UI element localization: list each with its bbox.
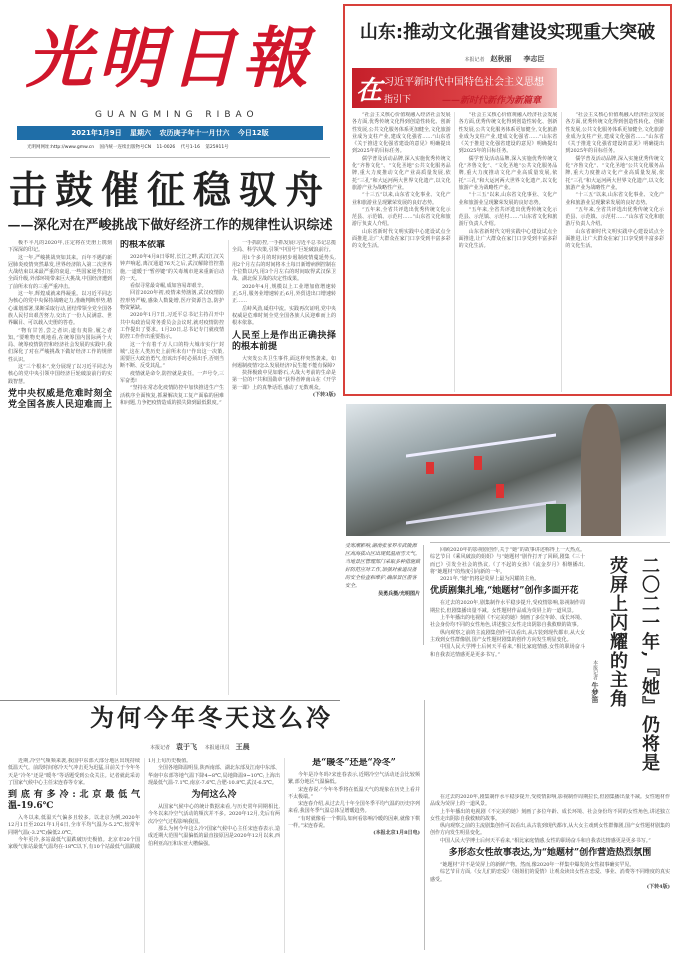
section-heading: 党中央权威是危难时刻全党全国各族人民迎难而上的根本依靠 [8,240,166,410]
section-heading: 是“暖冬”还是“冷冬” [312,758,396,768]
paragraph: “十三五”以来,山东省文化事业、文化产业和旅游业呈现繁荣发展的良好态势。 [565,192,664,206]
lead-article-body [8,240,336,695]
date-bar: 2021年1月9日 星期六 农历庚子年十一月廿六 今日12版 [17,126,323,140]
feature-byline: 本报记者 赵秋丽 李志臣 [464,54,545,63]
paragraph: 儒学普及活动品牌,深入实施优秀传统文化“齐鲁文化”、“文化圣地”公共文化服务品牌,重大力度推动文化产业高质量发展,依托“三孔”和大运河两大世界文化遗产,以文化旅游产业为战略性产业。 [458,155,558,191]
paragraph: 这一年,严峻挑战突如其来。百年不遇的新冠肺炎疫情突然暴发,世界经济陷入第二次世界大战结束以来最严重的衰退,一些国家逆势打压全面升级,外部环境带来巨大挑战,中国经济遭到了前所未有的三重严重冲击。 [8,254,112,290]
paragraph: “物有甘苦,尝之者识;道有夷险,履之者知。”要唯物史观地看,在统筹国内国际两个大局、统筹疫情防控和经济社会发展的实践中,我们深化了对在严峻挑战下做好经济工作的规律性认识。 [8,327,112,363]
paragraph: “五年来,全省共评选出优秀传统文化示范县、示范镇、示范村……”山东省文化和旅游厅负责人介绍。 [458,206,558,228]
paragraph: 纵向观察之前的主流剧集创作可以看出,从古装到现代都市,从大女主戏到女性群像剧,国产女性题材剧集的创作方向发生明显变化。 [430,823,670,837]
section-heading: 优质剧集扎堆,“她题材”创作多面开花 [430,586,579,597]
feature-headline: 山东:推动文化强省建设实现重大突破 [359,22,656,43]
paragraph: 这“三个根本”,充分展现了以习近平同志为核心的党中央引领中国经济巨轮破浪前行的实践智慧。 [8,364,112,385]
women-headline-col2: 荧屏上闪耀的主角 [607,556,628,708]
cold-headline: 为何今年冬天这么冷 [90,703,333,732]
publication-info: 光明网网址:http://www.gmw.cn 国内统一连续出版物号CN 11-0026 代号1-16 第25911号 [27,145,229,150]
cold-article-body [8,758,420,953]
feature-article-box [343,4,672,396]
paragraph: 宋连春说:“今年冬季将在低温天气的现象在历史上看并不太极端。” [288,786,420,800]
paragraph: 儒学普及活动品牌,深入实施优秀传统文化“齐鲁文化”、“文化圣地”公共文化服务品牌,重大力度推动文化产业高质量发展,依托“三孔”和大运河两大世界文化遗产,以文化旅游产业为战略性产业。 [352,155,451,191]
paragraph: 上半年播出的电视剧《不完美的她》刻画了多位年龄、成长环境、社会身份均不同的女性角色,讲述独立女性走出阴影自我救赎的故事。 [430,808,670,822]
paragraph: 纵向观察之前的主流剧集创作可以看出,从古装到现代都市,从大女主戏到女性群像剧,国产女性题材剧集的创作方向发生明显变化。 [430,629,585,643]
paragraph: 儒学普及活动品牌,深入实施优秀传统文化“齐鲁文化”、“文化圣地”公共文化服务品牌,重大力度推动文化产业高质量发展,依托“三孔”和大运河两大世界文化遗产,以文化旅游产业为战略性产业。 [565,155,664,191]
paragraph: 这一个有着千万人口的特大城市实行“封城”,这在人类历史上前所未有!“作出这一决策,需要巨大政治勇气,但该出手时必须出手,否则当断不断、反受其乱。” [120,341,224,370]
paragraph: 极不平凡的2020年,注定将在史册上镌刻下深深的印记。 [8,240,112,254]
paragraph: 2020年1月7日,习近平总书记主持召开中共中央政治局常务委员会会议时,就对疫情防控工作提出了要求。1月20日,总书记专门就疫情防控工作作出重要指示。 [120,312,224,341]
paragraph: 回首2020年初,疫情来势汹汹,武汉疫情防控形势严峻,感染人数陡增,医疗资源告急,防护物资紧缺。 [120,290,224,312]
paragraph: 大突发公共卫生事件,面这样突然袭来。如何遏制疫情?怎么发展经济?民生能不能有保障? [232,355,336,369]
section-heading: 人民至上是作出正确抉择的根本前提 [232,330,336,352]
paragraph: “十三五”以来,山东省文化事业、文化产业和旅游业呈现繁荣发展的良好态势。 [352,192,451,206]
women-headline-col1: 二〇二一年,『她』仍将是 [639,556,660,773]
paragraph: 那么为何今年这么冷?国家气候中心主任宋连春表示,造成近期大范围气温偏低的最直接原因是2020年12月以来,西伯利亚高压和东亚大槽偏强。 [148,826,280,847]
paragraph: 今年更冷,多站最低气温跌破历史极值。北京市20个国家级气象站最低气温均在-18℃以下,有10个站最低气温跌破1月上旬历史极值。 [8,758,192,851]
section-heading: 到底有多冷:北京最低气温-19.6℃ [8,790,140,812]
paragraph: 上半年播出的电视剧《不完美的她》刻画了多位年龄、成长环境、社会身份均不同的女性角色,讲述独立女性走出阴影自我救赎的故事。 [430,615,585,629]
section-heading: 为何这么冷 [191,790,237,801]
paragraph: 中国人民大学博士后何天平看来,“相比家庭情感,女性的职场奋斗和自我表达情感更是更多书写。” [440,837,651,844]
paragraph: 全国各地降温明显,陕西南部、湖北东部及江南中东部、华南中东部等地气温下降4~8℃,局地降温9~10℃;上海出现最低气温-7.1℃,南京-7.6℃,合肥-10.8℃,武汉-6.5℃。 [148,765,280,786]
divider [430,542,670,543]
paragraph: 山东省新时代文明实践中心建设试点全面推进,让广大群众在家门口享受到丰富多彩的文化生活。 [565,228,664,250]
paragraph: 今年是冷冬吗?宋连春表示,近期冷空气活动还会比较频繁,部分地区气温偏低。 [288,772,420,786]
paragraph: “五年来,全省共评选出优秀传统文化示范县、示范镇、示范村……”山东省文化和旅游厅负责人介绍。 [565,206,664,228]
series-banner: 在 习近平新时代中国特色社会主义思想 指引下 ——新时代新作为新篇章 [352,68,557,108]
paragraph: 看似寻常最奇崛,成如容易却艰辛。 [130,283,207,290]
masthead-pinyin: GUANGMING RIBAO [95,110,259,120]
newspaper-logo: 光明日報 [26,19,314,97]
paragraph: “社会主义核心价值观融入经济社会发展各方面,优秀传统文化得到创造性转化、创新性发展,公共文化服务体系更加健全,文化旅游业成为支柱产业,建成文化强省……”山东省《关于推进文化强省建设的意见》明确提出到2025年的目标任务。 [352,112,451,155]
paragraph: (下转3版) [312,392,336,399]
paragraph: 近期,冷空气频频来袭,我国中东部大部分地区出现持续低温天气。前段时间寒冷天气冲击更为迅猛,目前关于今年冬天是“冷冬”还是“暖冬”等话题受到公众关注。记者就此采访了国家气候中心主任宋连春等专家。 [8,758,140,786]
paragraph: 从国家气候中心的统计数据来看,与历史常年同期相比,今冬以来冷空气活动的频次并不多。2020年12月,先后有两次冷空气过程影响我国。 [148,804,280,825]
paragraph: 入冬以来,低温天气偏多且较多。以北京为例,2020年12月1日至2021年1月6日,全市平均气温为-5.2℃,较常年同期气温(-3.2℃)偏低2.0℃。 [8,815,140,836]
women-article-body-top [430,547,585,790]
paragraph: “十三五”以来,山东省文化事业、文化产业和旅游业呈现繁荣发展的良好态势。 [458,192,558,206]
paragraph: 2020年4月8日零时,长江之畔,武汉江汉关钟声响起,离汉通道76天之后,武汉解除管控措施,一道暖于“暂停键”的关毒城市迎来重新启动的一天。 [120,254,224,282]
paragraph: 山东省新时代文明实践中心建设试点全面推进,让广大群众在家门口享受到丰富多彩的文化生活。 [458,228,558,250]
lead-subtitle: ——深化对在严峻挑战下做好经济工作的规律性认识综述 [7,218,333,233]
paragraph: 岳峙风劲,砥柱中流。实践再次证明,党中央权威是危难时刻全党全国各族人民迎难而上的根本依靠。 [232,305,336,327]
lead-headline: 击鼓催征稳驭舟 [8,168,331,212]
paragraph: 一手抓防控,一手抓发展!习近平总书记总揽全局、科学决策,引领“中国号”巨轮破浪前行。 [232,240,336,254]
divider [424,700,425,950]
news-photo-snow-cableway [346,404,666,536]
feature-article-body [352,112,664,392]
section-heading: 多形态女性故事表达,为“她题材”创作营造热烈氛围 [448,848,652,859]
divider [423,545,424,645]
paragraph: 山东省新时代文明实践中心建设试点全面推进,让广大群众在家门口享受到丰富多彩的文化生活。 [352,228,451,250]
paragraph: “她题材”并不是荧屏上的新鲜产物。然而,像2020年一样集中爆发的女性叙事确实罕见。 [440,862,635,869]
paragraph: 综艺节目方面,《女儿们的恋爱》《姐姐们的爱情》让观众读出女性在恋爱、事业、消费等不同维度的真实感受。 [430,869,670,883]
paragraph: 疫情就是命令,防控就是责任。一声号令,三军奋勇! [120,370,224,385]
paragraph: 在过去的2020年,剧集制作水平稳步提升,受疫情影响,影视制作周期拉长,但剧集播出量不减。女性题材作品成为荧屏上的一道风景。 [430,600,585,614]
divider [0,700,340,701]
photo-caption: 受寒潮影响,湖南张家界市武陵源区高海拔山区出现低温雨雪天气。当地景区管理部门采取多种措施做好防范应对工作,加强对索道设备的安全检查和维护,确保景区游客安全。 吴勇兵摄/光明图片 [345,543,421,597]
cold-byline: 本报记者 袁于飞 本报通讯员 王晨 [150,742,250,751]
paragraph: “社会主义核心价值观融入经济社会发展各方面,优秀传统文化得到创造性转化、创新性发展,公共文化服务体系更加健全,文化旅游业成为支柱产业,建成文化强省……”山东省《关于推进文化强省建设的意见》明确提出到2025年的目标任务。 [565,112,664,155]
paragraph: (本报北京1月8日电) [373,830,420,837]
paragraph: 宋连春介绍,从过去几十年全国冬季平均气温的历史序列来看,我国冬季气温总体呈增暖趋势。 [288,801,420,815]
paragraph: 2020年4月,规模以上工业增加值增速转正;5月,服务业增速转正;6月,外贸进出口增速转正…… [232,283,336,305]
paragraph: 用1个多月的时间初步遏制疫情蔓延势头,用2个月左右的时间将本土每日新增病例控制在个位数以内,用3个月左右的时间取得武汉保卫战、湖北保卫战的决定性成果。 [232,254,336,283]
paragraph: (下转4版) [646,883,670,890]
women-article-body-bottom [430,794,670,952]
paragraph: 中国人民大学博士后何天平看来,“相比家庭情感,女性的职场奋斗和自我表达情感更是更多书写。” [430,644,585,658]
paragraph: “社会主义核心价值观融入经济社会发展各方面,优秀传统文化得到创造性转化、创新性发展,公共文化服务体系更加健全,文化旅游业成为支柱产业,建成文化强省……”山东省《关于推进文化强省建设的意见》明确提出到2025年的目标任务。 [458,112,558,155]
paragraph: 这一年,辉煌成就来得凝重。以习近平同志为核心的党中央保持战略定力,准确判断形势,精心谋划部署,果断采取行动,团结带领全党全国各族人民付出艰苦努力,交出了一份人民满意、世界瞩目、可以载入史册的答卷。 [8,291,112,327]
paragraph: 在过去的2020年,剧集制作水平稳步提升,受疫情影响,影视制作周期拉长,但剧集播出量不减。女性题材作品成为荧屏上的一道风景。 [430,794,670,808]
paragraph: 抉择极致中见如磐石,大战大考前的生命是第一位的!“共和国勋章”获得者钟南山在《开学第一课》上的真挚话语,感动了无数观众。 [232,370,336,391]
paragraph: “坚持在常态化疫情防控中加快推进生产生活秩序全面恢复,抓紧解决复工复产面临的困难和问题,力争把疫情造成的损失降到最低限度。” [120,385,224,406]
paragraph: 2021年,“她”仍将是荧屏上最为闪耀的主角。 [440,576,540,583]
divider [10,157,330,158]
paragraph: 回顾2020年的影视剧创作,关于“她”的故事讲述称得上一大热点。综艺节目《乘风破浪的姐姐》与“她题材”剧作打开了回顾,剧集《三十而已》引发全社会的热议,《了不起的女孩》《流金岁月》相继播出,将“她题材”的热度引向新的一年。 [430,547,585,575]
paragraph: “有时就像看一个棋局,如何看影响冷暖的因素,就像下棋一样。”宋连春说。 [288,815,420,830]
paragraph: “五年来,全省共评选出优秀传统文化示范县、示范镇、示范村……”山东省文化和旅游厅负责人介绍。 [352,206,451,228]
women-byline: 本报记者 牛梦笛 [591,660,600,703]
